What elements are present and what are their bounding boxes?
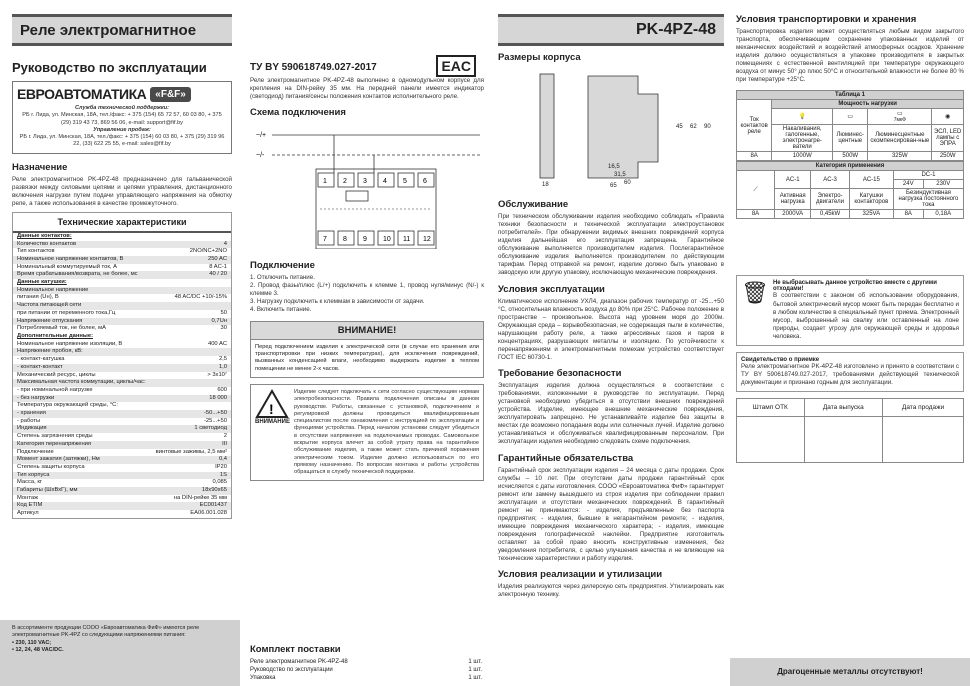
connection-step-2: 2. Провод фазы/плюс (L/+) подключить к клемме 1, провод нуля/минус (N/-) к клемме 3. — [250, 282, 484, 298]
spec-value: 18x90x65 — [201, 487, 227, 494]
spec-label: Масса, кг — [17, 479, 43, 486]
spec-row — [13, 356, 231, 364]
intro-text: Реле электромагнитное PK-4PZ-48 выполнено в одномодульном корпусе для крепления на DIN-рейку 35 мм. На передней панели имеется индикатор (светодиод) питания/сенсы положения контактов исполнительного реле. — [250, 77, 484, 101]
terminal-number: 5 — [403, 178, 407, 186]
eac-mark: EAC — [436, 55, 476, 77]
service-text: При техническом обслуживании изделия необходимо соблюдать «Правила техники безопасности и технической эксплуатации электроустановок потребителей». При обнаружении видимых внешних повреждений корпуса изделия дальнейшая его эксплуатация запрещена. Гарантийное обслуживание выполняется производителем изделия. Послегарантийное обслуживание изделия выполняется производителем по действующим тарифам. Перед отправкой на ремонт, изделие должно быть упаковано в заводскую или другую упаковку, исключающую механические повреждения. — [498, 213, 724, 277]
spec-row — [13, 325, 231, 333]
category-value: 0,45kW — [811, 210, 849, 219]
spec-value: 0,4 — [218, 456, 227, 463]
spec-row — [13, 410, 231, 418]
delivery-item: Руководство по эксплуатации — [250, 666, 333, 673]
spec-table — [12, 212, 232, 519]
footer-variant-1: • 230, 110 VAC; — [12, 639, 52, 646]
spec-row — [13, 256, 231, 264]
spec-label: - контакт-катушка — [17, 356, 65, 363]
current-label: Ток контактов реле — [737, 100, 772, 152]
warning-title: ВНИМАНИЕ! — [251, 322, 483, 340]
spec-label: Индикация — [17, 425, 47, 432]
spec-label: Габариты (ШхВхГ), мм — [17, 487, 78, 494]
spec-row — [13, 279, 231, 287]
safety-title: Требование безопасности — [498, 368, 622, 379]
dim-45: 45 — [676, 124, 683, 130]
safety-warning-box — [250, 384, 484, 481]
dim-90: 90 — [704, 124, 711, 130]
spec-row — [13, 510, 231, 518]
spec-row — [13, 495, 231, 503]
power-cell: 500W — [833, 152, 868, 161]
utilization-title: Условия реализации и утилизации — [498, 569, 663, 581]
spec-label: Температура окружающей среды, °С: — [17, 402, 118, 409]
sale-date: Дата продажи — [883, 399, 964, 417]
spec-value: 400 AC — [207, 340, 227, 347]
disposal-note — [736, 275, 964, 345]
spec-row — [13, 449, 231, 457]
category-cell: AC-1 — [775, 171, 811, 189]
spec-value: EC001437 — [199, 502, 227, 509]
crossed-bin-icon: 🗑 — [741, 280, 769, 306]
stamp-cell — [737, 417, 805, 463]
spec-label: Номинальное напряжение контактов, В — [17, 255, 124, 262]
spec-label: Частота питающей сети — [17, 302, 82, 309]
purpose-text: Реле электромагнитное PK-4PZ-48 предназначено для гальванической развязки между силовыми цепями и цепями управления, дистанционного включения нагрузки путем подачи управляющего напряжения на обмотку реле, а также использования в качестве промежуточного. — [12, 175, 232, 207]
dim-62: 62 — [690, 124, 697, 130]
stamp-cell — [883, 417, 964, 463]
header-right-band — [498, 14, 724, 46]
company-block — [12, 81, 232, 154]
power-cell: 1000W — [772, 152, 833, 161]
delivery-title: Комплект поставки — [250, 643, 341, 655]
spec-value: 50 — [220, 309, 227, 316]
delivery-row — [250, 674, 482, 682]
category-title: Категория применения — [737, 162, 964, 171]
spec-label: Подключение — [17, 448, 54, 455]
load-table — [736, 90, 964, 161]
spec-label: Количество контактов — [17, 240, 77, 247]
spec-label: Время срабатывания/возврата, не более, мс — [17, 271, 138, 278]
spec-label: Максимальная частота коммутации, циклы/час: — [17, 379, 146, 386]
category-value: 8A — [893, 210, 923, 219]
connection-step-1: 1. Отключить питание. — [250, 274, 315, 282]
spec-value: 40 / 20 — [209, 271, 227, 278]
terminal-number: 1 — [323, 178, 327, 186]
acceptance-certificate — [736, 352, 964, 392]
category-value: 0,18A — [923, 210, 963, 219]
terminal-number: 7 — [323, 236, 327, 244]
spec-row — [13, 402, 231, 410]
power-cell: 325W — [868, 152, 932, 161]
side-view — [540, 74, 554, 178]
spec-row — [13, 433, 231, 441]
spec-label: Степень загрязнения среды — [17, 433, 93, 440]
spec-label: - хранения — [17, 410, 46, 417]
category-table — [736, 161, 964, 219]
spec-value: 30 — [220, 325, 227, 332]
spec-label: Потребляемый ток, не более, мА — [17, 325, 107, 332]
spec-label: Данные катушки: — [17, 279, 67, 286]
spec-label: Номинальный коммутируемый ток, А — [17, 263, 117, 270]
spec-label: Напряжение пробоя, кВ: — [17, 348, 83, 355]
spec-label: Тип корпуса — [17, 471, 50, 478]
sales-text: РБ г. Лида, ул. Минская, 18А, тел./факс: + 375 (154) 60 03 80, + 375 (29) 319 96 22, (33) 622 25 55, e-mail: sales@fif.by — [19, 134, 225, 148]
delivery-qty: 1 шт. — [468, 658, 482, 665]
spec-value: III — [222, 440, 227, 447]
utilization-text: Изделия реализуются через дилерскую сеть предприятия. Утилизировать как электронную технику. — [498, 583, 724, 599]
spec-label: Степень защиты корпуса — [17, 463, 85, 470]
spec-row — [13, 264, 231, 272]
tu-number: ТУ BY 590618749.027-2017 — [250, 62, 377, 73]
table-title: Таблица 1 — [737, 91, 964, 100]
spec-row — [13, 479, 231, 487]
exploitation-title: Условия эксплуатации — [498, 283, 605, 295]
footer-variants — [0, 620, 240, 686]
spec-value: 18 000 — [209, 394, 227, 401]
load-type-1: Накаливания, галогенные, электронагре-ватели — [772, 125, 833, 152]
spec-label: питания (Uн), В — [17, 294, 59, 301]
spec-label: Код ETIM — [17, 502, 43, 509]
column-2 — [244, 0, 490, 686]
dc-voltage: 24V — [893, 180, 923, 189]
spec-value: -50...+50 — [203, 410, 227, 417]
load-type-2: Люминес-центные — [833, 125, 868, 152]
column-4 — [730, 0, 970, 686]
category-value: 8A — [737, 210, 775, 219]
support-text: РБ г. Лида, ул. Минская, 18А, тел./факс: + 375 (154) 65 72 57, 60 03 80, + 375 (29) 319 43 73, 869 56 06, e-mail: support@fif.by — [22, 112, 222, 126]
line-plus-label: ~/+ — [256, 132, 267, 140]
spec-value: на DIN-рейке 35 мм — [173, 494, 227, 501]
spec-value: 4 — [223, 240, 227, 247]
footer-text: В ассортименте продукции СООО «Евроавтоматика ФиФ» имеются реле электромагнитные PK-4PZ со следующими напряжениями питания: — [12, 625, 200, 639]
terminal-number: 8 — [343, 236, 347, 244]
spec-value: EA06.001.028 — [190, 510, 227, 517]
spec-value: > 3x10⁷ — [207, 371, 227, 378]
spec-value: 250 AC — [207, 255, 227, 262]
warranty-title: Гарантийные обязательства — [498, 452, 634, 464]
spec-title: Технические характеристики — [13, 213, 231, 233]
category-cell: DC-1 — [893, 171, 963, 180]
disposal-title: Не выбрасывать данное устройство вместе с другими отходами! — [772, 280, 937, 293]
spec-row — [13, 302, 231, 310]
spec-value: IP20 — [215, 463, 227, 470]
dim-16-5: 16,5 — [608, 164, 620, 170]
terminal-number: 9 — [363, 236, 367, 244]
spec-value: 600 — [217, 386, 227, 393]
dim-31-5: 31,5 — [614, 172, 626, 178]
spec-row — [13, 372, 231, 380]
column-1 — [0, 0, 240, 686]
dim-18: 18 — [542, 182, 549, 188]
category-cell: AC-15 — [849, 171, 893, 189]
spec-row — [13, 425, 231, 433]
power-cell: 250W — [932, 152, 964, 161]
line-minus-label: ~/- — [256, 152, 265, 160]
spec-label: - работы — [17, 417, 41, 424]
front-view — [588, 76, 658, 178]
spec-label: Дополнительные данные: — [17, 332, 93, 339]
spec-row — [13, 248, 231, 256]
spec-label: Напряжение отпускания — [17, 317, 83, 324]
spec-label: Механический ресурс, циклы — [17, 371, 96, 378]
contact-icon: ⟋ — [737, 171, 775, 210]
spec-value: 0,7Uн — [211, 317, 227, 324]
release-date: Дата выпуска — [804, 399, 882, 417]
scheme-title: Схема подключения — [250, 107, 346, 119]
certificate-title: Свидетельство о приемке — [741, 356, 820, 363]
company-logo-badge: «F&F» — [150, 87, 191, 102]
spec-row — [13, 387, 231, 395]
terminal-number: 6 — [423, 178, 427, 186]
spec-row — [13, 333, 231, 341]
delivery-item: Упаковка — [250, 674, 276, 681]
spec-row — [13, 418, 231, 426]
column-3 — [492, 0, 730, 686]
lamp-icon: 💡 — [772, 109, 833, 125]
terminal-number: 4 — [383, 178, 387, 186]
sales-title: Управление продаж: — [93, 126, 151, 133]
connection-title: Подключение — [250, 260, 315, 272]
category-cell: AC-3 — [811, 171, 849, 189]
spec-rows — [13, 233, 231, 518]
support-title: Служба технической поддержки: — [75, 105, 169, 111]
disposal-text: В соответствии с законом об использовании оборудования, бытовой электрический мусор может быть передан бесплатно и в любом количестве в специальный пункт приема. Электронный мусор, выброшенный на свалку или оставленный на лоне природы, создает угрозу для окружающей среды и здоровья человека. — [772, 292, 960, 340]
capacitor-label: 7мкФ — [893, 117, 906, 124]
spec-row — [13, 271, 231, 279]
terminal-number: 11 — [403, 236, 411, 244]
dimension-drawing — [498, 66, 724, 188]
footer-variant-2: • 12, 24, 48 VAC/DC. — [12, 647, 64, 654]
exploitation-text: Климатическое исполнение УХЛ4, диапазон рабочих температур от -25...+50 °С, относительная влажность воздуха до 80% при 25°С. Рабочее положение в пространстве – произвольное. Высота над уровнем моря до 2000м. Окружающая среда – взрывобезопасная, не содержащая пыли в количестве, нарушающем работу реле, а также агрессивных газов и паров в концентрациях, разрушающих металлы и изоляцию. По устойчивости к перенапряжениям и электромагнитным помехам устройство соответствует ГОСТ IEC 60730-1. — [498, 297, 724, 361]
spec-label: - без нагрузки — [17, 394, 55, 401]
terminal-number: 12 — [423, 236, 431, 244]
spec-value: 2NO/NC+2NO — [189, 248, 227, 255]
category-value: 325VA — [849, 210, 893, 219]
spec-row — [13, 464, 231, 472]
transport-text: Транспортировка изделия может осуществляться любым видом закрытого транспорта, обеспечивающим сохранение упакованных изделий от механических воздействий и воздействий атмосферных осадков. Хранение изделия должно осуществляться в упаковке производителя в закрытых помещениях с естественной вентиляцией при температуре окружающего воздуха от минус 50° до плюс 50°С и относительной влажности не более 80 % при температуре +25°С. — [736, 28, 964, 84]
svg-text:!: ! — [269, 401, 275, 418]
purpose-title: Назначение — [12, 161, 68, 173]
spec-value: 2 — [223, 433, 227, 440]
spec-row — [13, 364, 231, 372]
spec-value: 2,5 — [218, 356, 227, 363]
spec-row — [13, 348, 231, 356]
spec-row — [13, 310, 231, 318]
spec-row — [13, 287, 231, 295]
spec-label: - при номинальной нагрузке — [17, 386, 93, 393]
spec-label: Данные контактов: — [17, 232, 72, 239]
spec-row — [13, 502, 231, 510]
spec-row — [13, 241, 231, 249]
spec-label: Номинальное напряжение — [17, 286, 89, 293]
spec-label: Момент зажатия (затяжки), Нм — [17, 456, 100, 463]
header-right-title: PK-4PZ-48 — [635, 21, 716, 38]
category-desc: Электро-двигатели — [811, 189, 849, 210]
warning-box — [250, 321, 484, 379]
wiring-diagram — [250, 121, 484, 249]
service-title: Обслуживание — [498, 199, 569, 210]
manual-title: Руководство по эксплуатации — [12, 60, 207, 75]
terminal-number: 10 — [383, 236, 391, 244]
dim-65: 65 — [610, 183, 617, 188]
spec-row — [13, 441, 231, 449]
spec-label: Категория перенапряжения — [17, 440, 92, 447]
terminal-number: 2 — [343, 178, 347, 186]
spec-label: Монтаж — [17, 494, 39, 501]
category-desc: Безиндуктивная нагрузка постоянного тока — [893, 189, 963, 210]
connection-step-3: 3. Нагрузку подключить к клеммам в зависимости от задачи. — [250, 298, 425, 306]
header-left-band — [12, 14, 232, 46]
spec-value: 8 AC-1 — [209, 263, 227, 270]
esl-led-icon: ◉ — [932, 109, 964, 125]
category-desc: Катушки контакторов — [849, 189, 893, 210]
dim-60: 60 — [624, 180, 631, 186]
safety-text: Эксплуатация изделия должна осуществляться в соответствии с требованиями, изложенными в руководстве по эксплуатации. Перед установкой необходимо убедиться в отсутствии внешних повреждений устройства. Изделие, имеющее внешние механические повреждения, эксплуатировать запрещено. Не устанавливайте изделие без защиты в местах где возможно попадания воды или солнечных лучей. Изделие должно устанавливаться и обслуживаться квалифицированным персоналом. При эксплуатации изделия необходимо следовать схеме подключения. — [498, 382, 724, 446]
spec-label: - контакт-контакт — [17, 363, 63, 370]
spec-row — [13, 456, 231, 464]
spec-row — [13, 472, 231, 480]
load-type-4: ЭСЛ, LED лампы с ЭПРА — [932, 125, 964, 152]
spec-value: 1,0 — [218, 363, 227, 370]
coil-symbol — [346, 191, 368, 201]
spec-label: при питании от переменного тока,Гц — [17, 309, 116, 316]
certificate-text: Реле электромагнитное PK-4PZ-48 изготовлено и принято в соответствии с ТУ BY 590618749.027-2017, требованиями действующей технической документации и признано годным для эксплуатации. — [741, 362, 959, 386]
warning-text: Перед подключением изделия к электрической сети (в случае его хранения или транспортировки при низких температурах), для исключения повреждений, вызванных конденсацией влаги, необходимо выдержать изделие в теплом помещении не менее 2-х часов. — [255, 343, 479, 372]
stamp-otk: Штамп ОТК — [737, 399, 805, 417]
header-left-title: Реле электромагнитное — [20, 21, 197, 39]
spec-label: Номинальное напряжение изоляции, В — [17, 340, 123, 347]
terminal-number: 3 — [363, 178, 367, 186]
delivery-qty: 1 шт. — [468, 674, 482, 681]
category-value: 2000VA — [775, 210, 811, 219]
company-logo-text: ЕВРОАВТОМАТИКА — [17, 86, 147, 102]
connection-step-4: 4. Включить питание. — [250, 306, 312, 314]
spec-row — [13, 341, 231, 349]
dims-title: Размеры корпуса — [498, 52, 581, 63]
delivery-qty: 1 шт. — [468, 666, 482, 673]
spec-label: Тип контактов — [17, 248, 55, 255]
spec-value: 1 светодиод — [194, 425, 227, 432]
warning-triangle-icon — [255, 389, 289, 419]
spec-row — [13, 487, 231, 495]
spec-value: 48 AC/DC +10/-15% — [174, 294, 227, 301]
fluorescent-icon: ▭ — [833, 109, 868, 125]
delivery-row — [250, 658, 482, 666]
spec-row — [13, 233, 231, 241]
safety-warning-text: Изделие следует подключать к сети согласно существующим нормам электробезопасности. Правила подключения описаны в данном руководстве. Работы, связанные с установкой, подключением и регулировкой должны проводиться квалифицированным специалистом после ознакомления с инструкцией по эксплуатации и функциями устройства. Перед началом установки следует убедиться в отсутствии напряжения на подключаемых проводах. Самовольное вскрытие корпуса влечет за собой утрату права на гарантийное обслуживание изделия, а также может стать причиной поражения электрическим током. Изделие должно использоваться по его прямому назначению. По вопросам монтажа и работы устройства обращаться в службу технической поддержки. — [293, 389, 479, 476]
load-power-label: Мощность нагрузки — [772, 100, 964, 109]
delivery-set — [250, 638, 482, 682]
transport-title: Условия транспортировки и хранения — [736, 14, 917, 25]
spec-value: винтовые зажимы, 2,5 мм² — [155, 448, 227, 455]
stamp-cell — [804, 417, 882, 463]
compensated-fluorescent-icon: ▭ 7мкФ — [868, 109, 932, 125]
power-cell: 8A — [737, 152, 772, 161]
warranty-text: Гарантийный срок эксплуатации изделия – 24 месяца с даты продажи. Срок службы – 10 лет. При отсутствии даты продажи гарантийный срок исчисляется с даты изготовления. СООО «Евроавтоматика ФиФ» гарантирует ремонт или замену вышедшего из строя изделия при соблюдении правил эксплуатации и отсутствии механических повреждений. В гарантийный ремонт не принимаются: - изделия, предъявленные без паспорта предприятия; - изделия, бывшие в негарантийном ремонте; - изделия, имеющие повреждения механического характера; - изделия, имеющие повреждения голографической наклейки. Предприятие изготовитель оставляет за собой право вносить конструктивные изменения, без уведомления потребителя, с целью улучшения качества и не влияющие на технические характеристики и работу изделия. — [498, 466, 724, 563]
stamp-table — [736, 398, 964, 463]
spec-row — [13, 379, 231, 387]
delivery-row — [250, 666, 482, 674]
spec-value: 0,085 — [212, 479, 227, 486]
delivery-item: Реле электромагнитное PK-4PZ-48 — [250, 658, 348, 665]
spec-value: -25...+50 — [203, 417, 227, 424]
spec-value: 1S — [219, 471, 227, 478]
load-type-3: Люминесцентные скомпенсирован-ные — [868, 125, 932, 152]
spec-label: Артикул — [17, 510, 39, 517]
precious-metals-note: Драгоценные металлы отсутствуют! — [730, 658, 970, 686]
attention-label: ВНИМАНИЕ — [255, 419, 290, 426]
dc-voltage: 230V — [923, 180, 963, 189]
category-desc: Активная нагрузка — [775, 189, 811, 210]
